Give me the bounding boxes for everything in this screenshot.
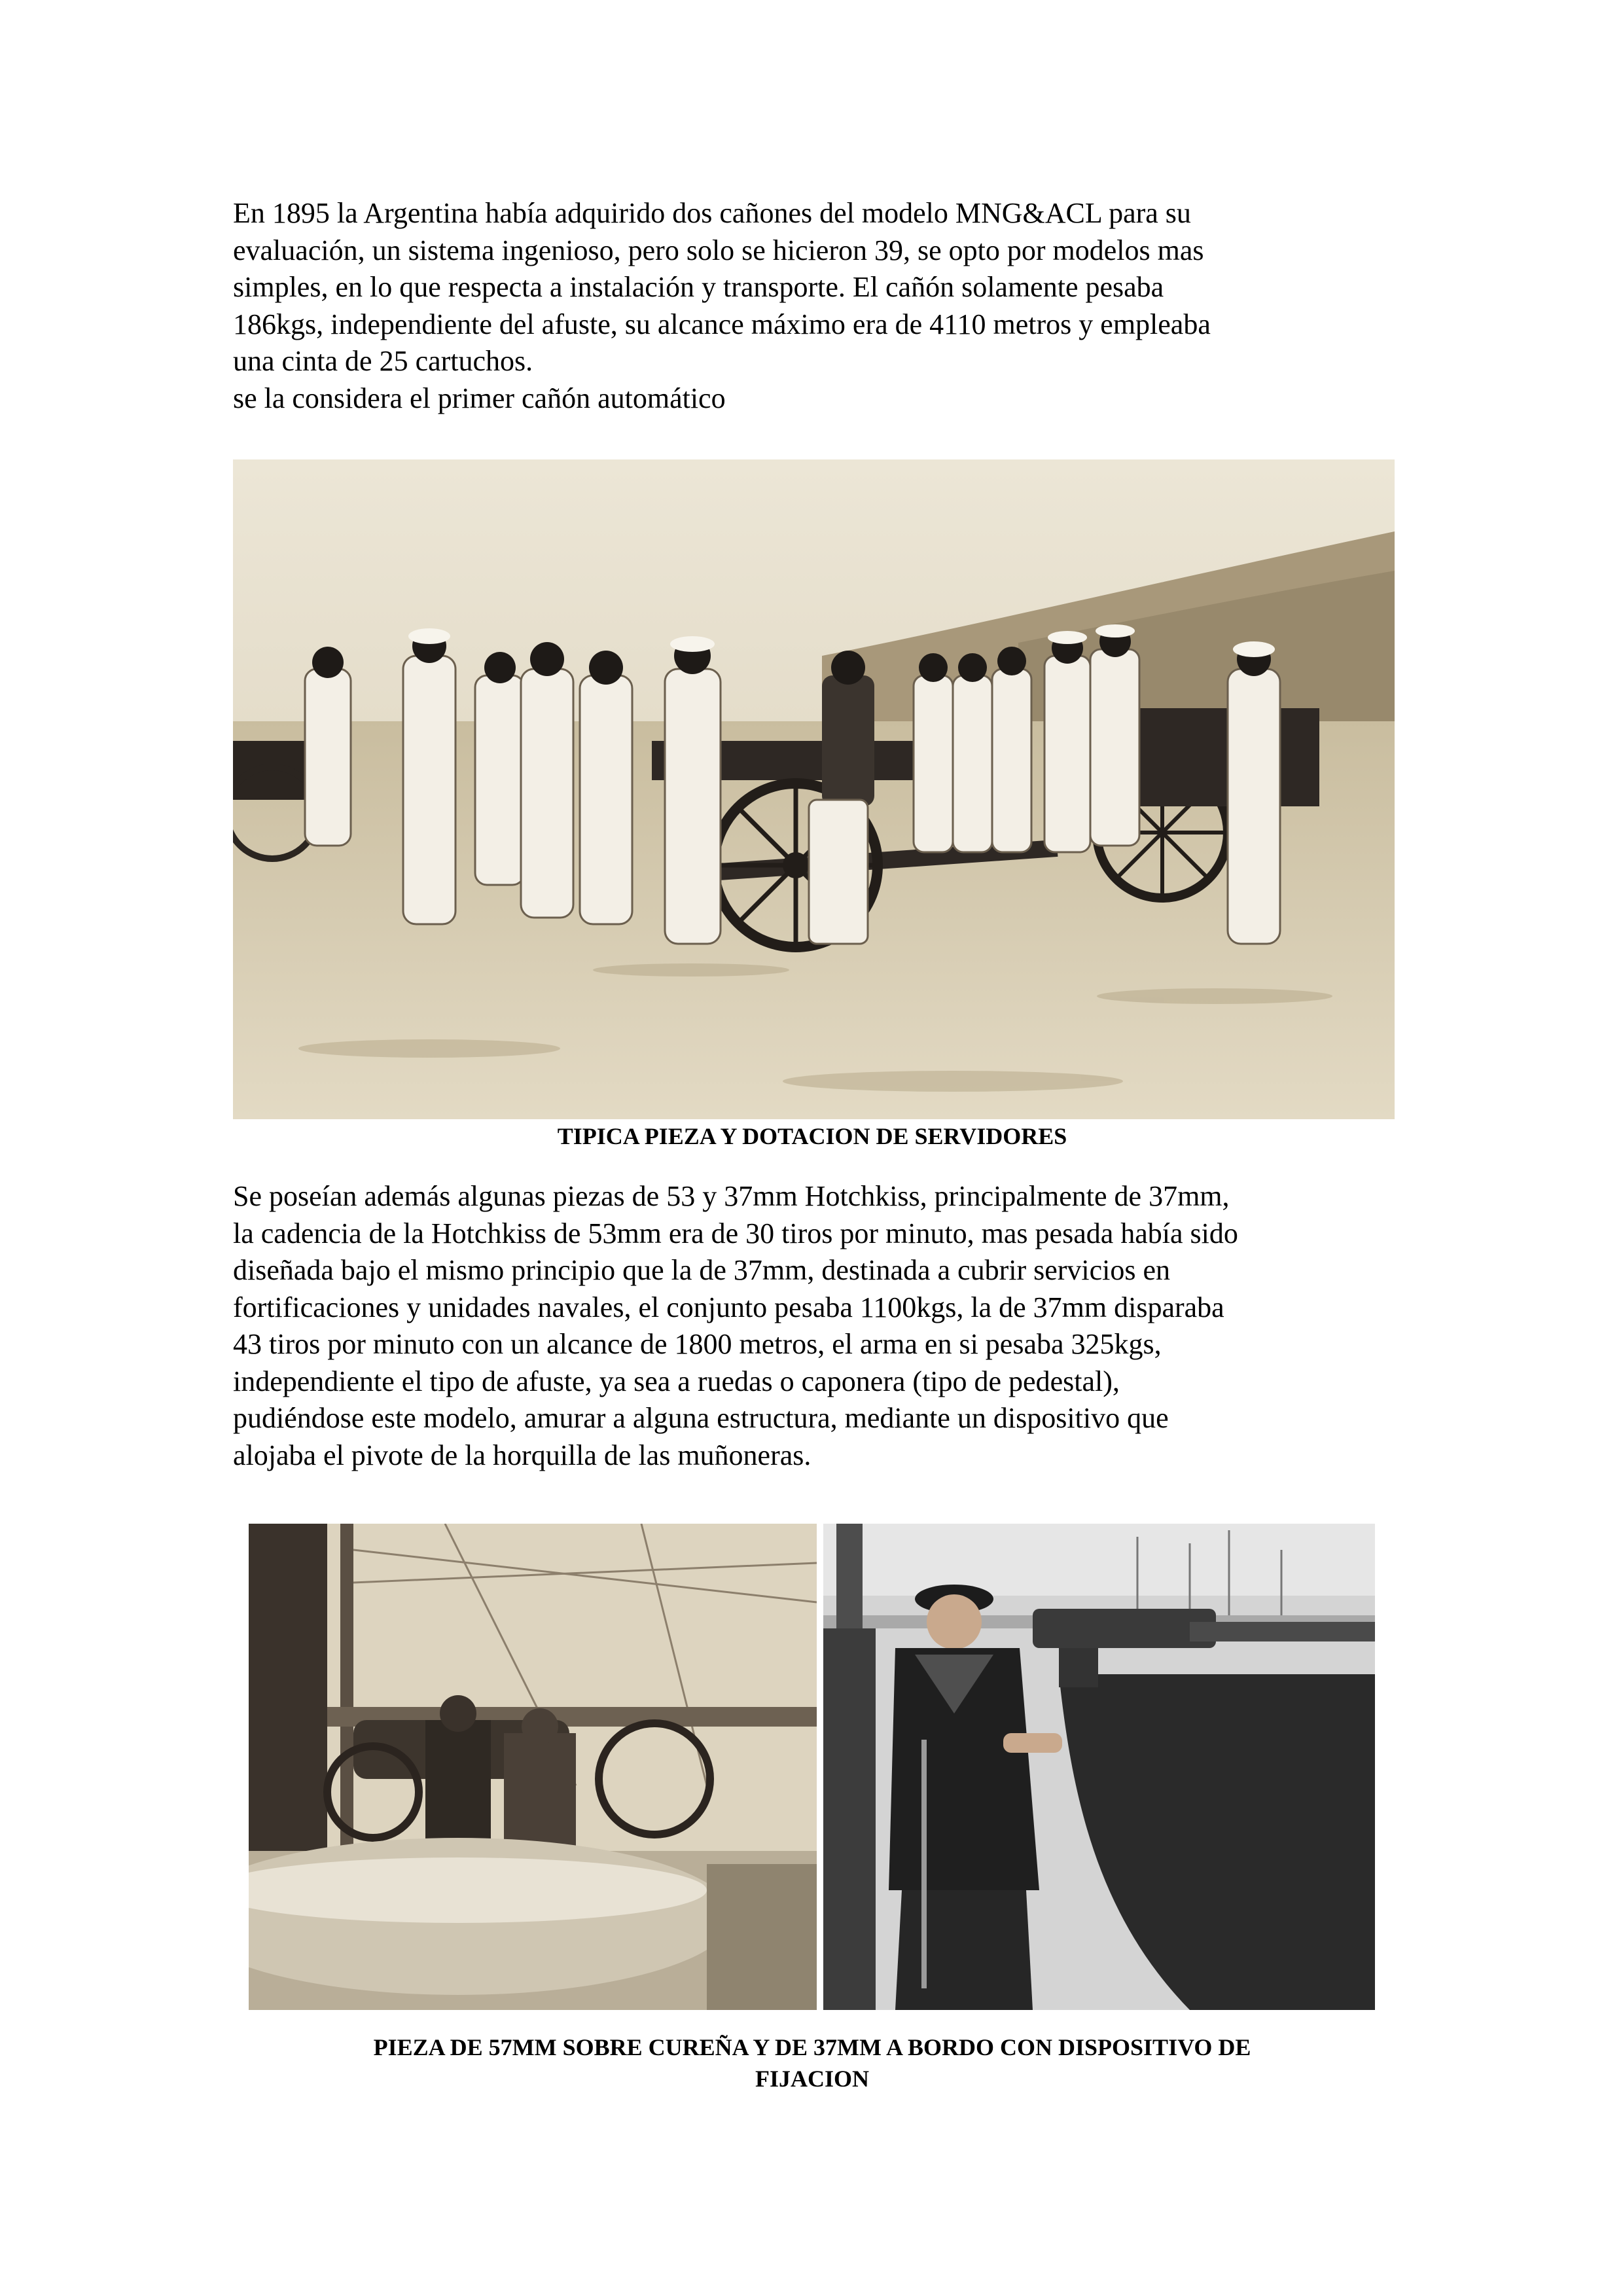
photo-caption-guns bbox=[233, 2032, 1391, 2094]
text-line: evaluación, un sistema ingenioso, pero solo se hicieron 39, se opto por modelos mas bbox=[233, 234, 1204, 266]
text-line: diseñada bajo el mismo principio que la de 37mm, destinada a cubrir servicios en bbox=[233, 1254, 1171, 1286]
text-line: 43 tiros por minuto con un alcance de 1800 metros, el arma en si pesaba 325kgs, bbox=[233, 1328, 1162, 1360]
text-line: una cinta de 25 cartuchos. bbox=[233, 345, 533, 377]
text-line: simples, en lo que respecta a instalación y transporte. El cañón solamente pesaba bbox=[233, 271, 1164, 303]
text-line: se la considera el primer cañón automático bbox=[233, 382, 726, 414]
gun-crew-photo bbox=[233, 459, 1395, 1119]
text-line: alojaba el pivote de la horquilla de las muñoneras. bbox=[233, 1439, 812, 1471]
text-line: fortificaciones y unidades navales, el conjunto pesaba 1100kgs, la de 37mm disparaba bbox=[233, 1291, 1224, 1323]
text-line: la cadencia de la Hotchkiss de 53mm era de 30 tiros por minuto, mas pesada había sido bbox=[233, 1217, 1238, 1249]
text-line: En 1895 la Argentina había adquirido dos cañones del modelo MNG&ACL para su bbox=[233, 197, 1191, 229]
caption-line: PIEZA DE 57MM SOBRE CUREÑA Y DE 37MM A BORDO CON DISPOSITIVO DE bbox=[373, 2034, 1251, 2060]
text-line: independiente el tipo de afuste, ya sea a ruedas o caponera (tipo de pedestal), bbox=[233, 1365, 1120, 1397]
text-line: 186kgs, independiente del afuste, su alcance máximo era de 4110 metros y empleaba bbox=[233, 308, 1211, 340]
intro-paragraph bbox=[233, 195, 1391, 417]
cannon-carriage-photo bbox=[249, 1524, 817, 2010]
hotchkiss-paragraph bbox=[233, 1178, 1391, 1474]
shipboard-gun-photo bbox=[823, 1524, 1375, 2010]
caption-line: FIJACION bbox=[755, 2066, 869, 2092]
text-line: Se poseían además algunas piezas de 53 y 37mm Hotchkiss, principalmente de 37mm, bbox=[233, 1180, 1230, 1212]
text-line: pudiéndose este modelo, amurar a alguna estructura, mediante un dispositivo que bbox=[233, 1402, 1169, 1434]
photo-caption-crew: TIPICA PIEZA Y DOTACION DE SERVIDORES bbox=[557, 1123, 1067, 1149]
